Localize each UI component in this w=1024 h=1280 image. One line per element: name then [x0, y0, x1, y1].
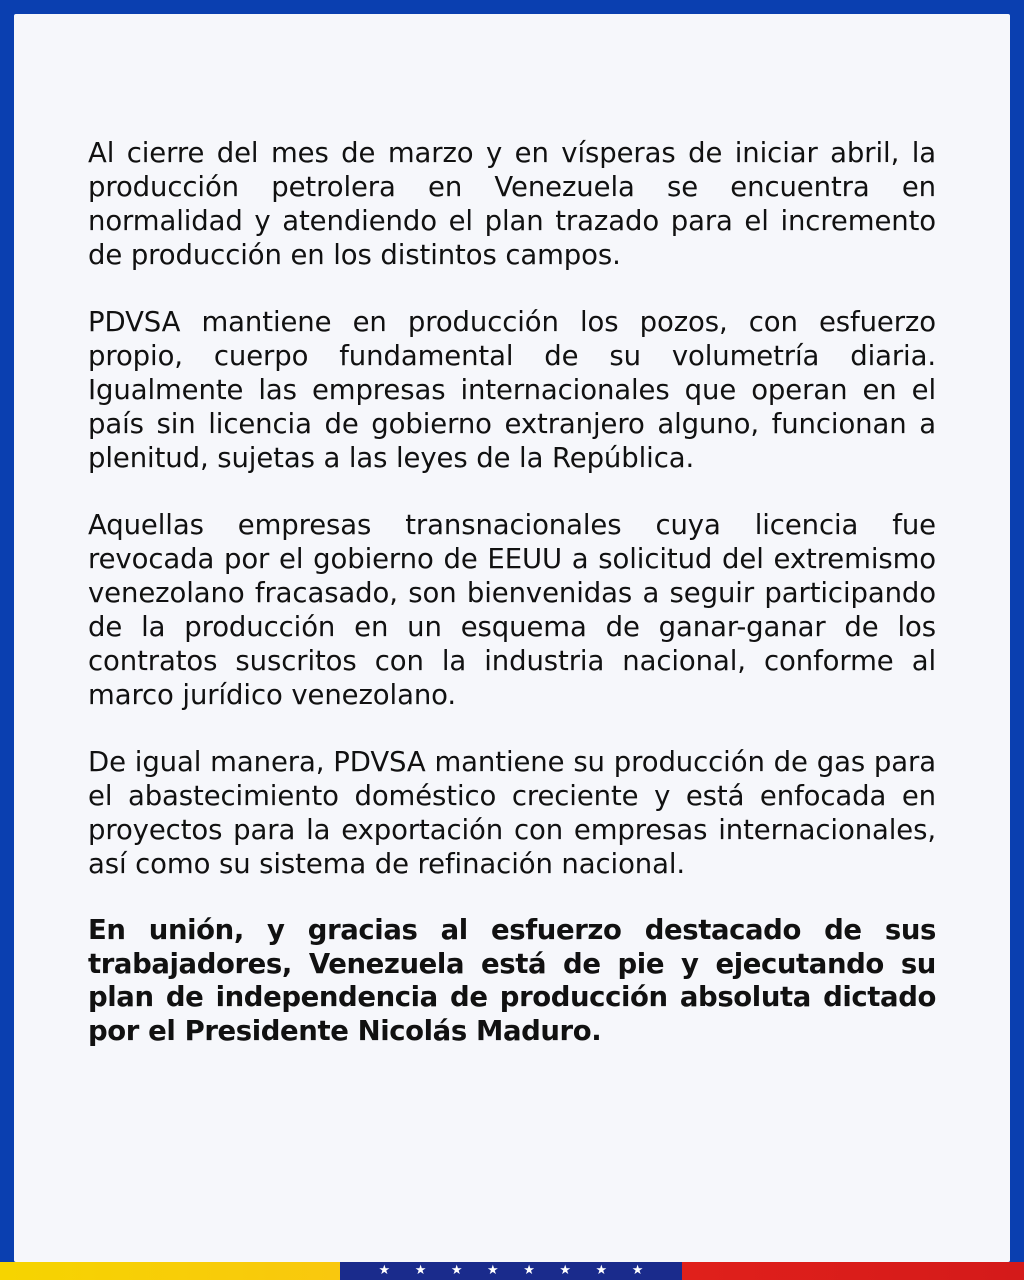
star-icon: ★ [595, 1263, 608, 1278]
paragraph-3: Aquellas empresas transnacionales cuya licencia fue revocada por el gobierno de EEUU a solicitud del extremismo venezolano fracasado, son bienvenidas a seguir participando de la producción en un esquema de ganar-ganar de los contratos suscritos con la industria nacional, conforme al marco jurídico venezolano. [88, 509, 936, 711]
document-frame [14, 14, 1010, 1262]
paragraph-4: De igual manera, PDVSA mantiene su producción de gas para el abastecimiento doméstico creciente y está enfocada en proyectos para la exportación con empresas internacionales, así como su sistema de refinación nacional. [88, 746, 936, 880]
flag-stripe-yellow [0, 1262, 340, 1280]
flag-stripe-blue [340, 1262, 682, 1280]
star-icon: ★ [378, 1263, 391, 1278]
star-icon: ★ [414, 1263, 427, 1278]
statement-body [88, 136, 936, 1081]
paragraph-1: Al cierre del mes de marzo y en vísperas de iniciar abril, la producción petrolera en Venezuela se encuentra en normalidad y atendiendo el plan trazado para el incremento de producción en los distintos campos. [88, 137, 936, 271]
flag-strip [0, 1262, 1024, 1280]
paragraph-2: PDVSA mantiene en producción los pozos, con esfuerzo propio, cuerpo fundamental de su volumetría diaria. Igualmente las empresas internacionales que operan en el país sin licencia de gobierno extranjero alguno, funcionan a plenitud, sujetas a las leyes de la República. [88, 306, 936, 474]
star-icon: ★ [487, 1263, 499, 1278]
star-icon: ★ [523, 1263, 535, 1278]
star-icon: ★ [559, 1263, 572, 1278]
star-icon: ★ [631, 1263, 644, 1278]
closing-statement: En unión, y gracias al esfuerzo destacado de sus trabajadores, Venezuela está de pie y ejecutando su plan de independencia de producción absoluta dictado por el Presidente Nicolás Maduro. [88, 914, 936, 1047]
flag-stripe-red [682, 1262, 1024, 1280]
star-icon: ★ [450, 1263, 463, 1278]
